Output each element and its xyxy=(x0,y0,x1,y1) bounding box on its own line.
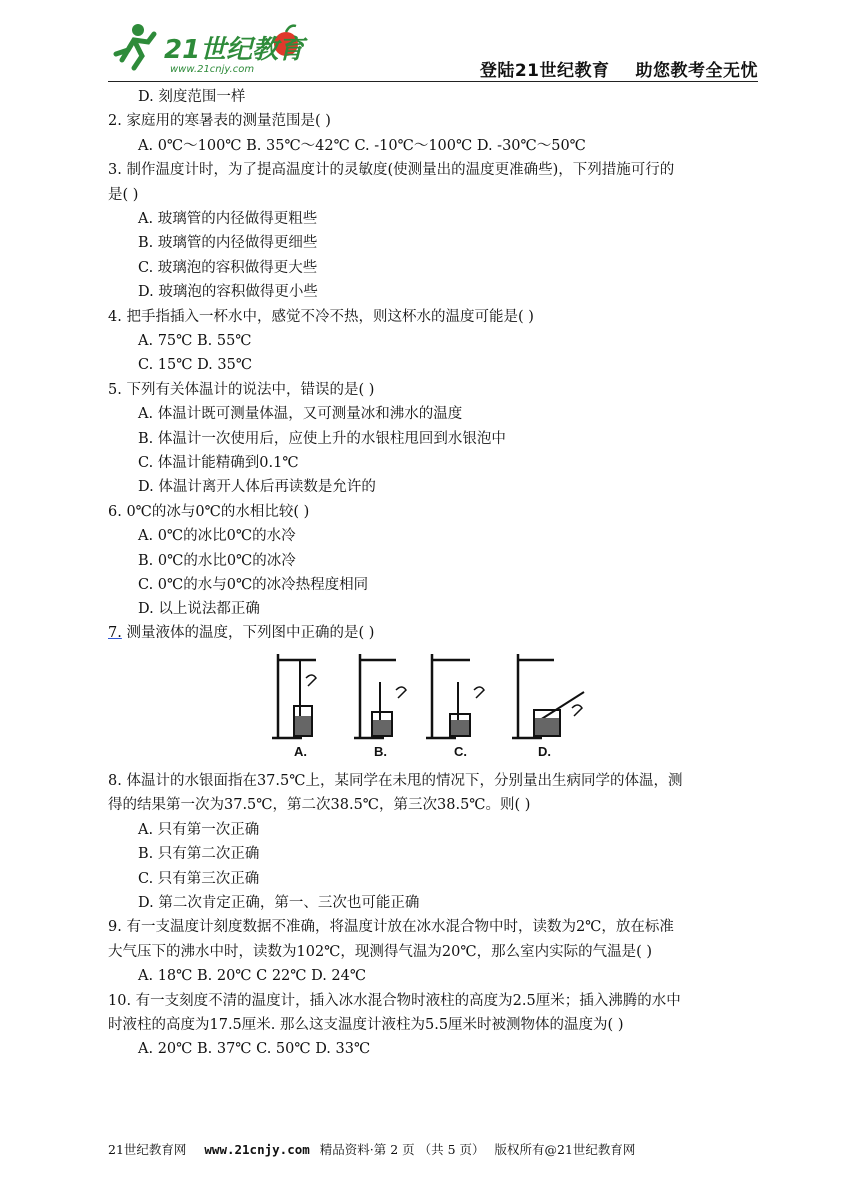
answer-option: A. 只有第一次正确 xyxy=(138,821,260,838)
answer-option: A. 18℃ B. 20℃ C 22℃ D. 24℃ xyxy=(138,968,367,985)
answer-option: A. 20℃ B. 37℃ C. 50℃ D. 33℃ xyxy=(138,1041,371,1058)
answer-option: D. 体温计离开人体后再读数是允许的 xyxy=(138,479,376,496)
header-slogan xyxy=(480,56,758,81)
thermometer-figure xyxy=(272,650,602,762)
answer-option: C. 体温计能精确到0.1℃ xyxy=(138,455,299,471)
figure-label-d: D. xyxy=(538,744,551,759)
question-text: 3. 制作温度计时，为了提高温度计的灵敏度(使测量出的温度更准确些)，下列措施可行的 xyxy=(108,162,675,179)
answer-option: C. 只有第三次正确 xyxy=(138,870,260,887)
question-text: 是( ) xyxy=(108,186,139,203)
question-text: 时液柱的高度为17.5厘米. 那么这支温度计液柱为5.5厘米时被测物体的温度为( ) xyxy=(108,1017,624,1033)
question-text: 4. 把手指插入一杯水中，感觉不冷不热，则这杯水的温度可能是( ) xyxy=(108,308,534,325)
question-text: 得的结果第一次为37.5℃，第二次38.5℃，第三次38.5℃。则( ) xyxy=(108,797,531,814)
footer-page-info: 精品资料·第 2 页 （共 5 页） xyxy=(319,1142,485,1157)
answer-option: A. 75℃ B. 55℃ xyxy=(138,333,252,349)
answer-option: A. 0℃的冰比0℃的水冷 xyxy=(138,528,296,545)
question-text: 5. 下列有关体温计的说法中，错误的是( ) xyxy=(108,381,375,398)
header-divider xyxy=(108,81,758,82)
answer-option: D. 刻度范围一样 xyxy=(138,89,246,105)
question-7-number: 7. xyxy=(108,625,122,641)
footer-site-link[interactable]: www.21cnjy.com xyxy=(204,1142,310,1157)
question-7 xyxy=(108,623,374,643)
question-text: 10. 有一支刻度不清的温度计，插入冰水混合物时液柱的高度为2.5厘米；插入沸腾的水中 xyxy=(108,992,681,1009)
question-text: 8. 体温计的水银面指在37.5℃上，某同学在未甩的情况下，分别量出生病同学的体温，测 xyxy=(108,773,683,789)
logo-url: www.21cnjy.com xyxy=(170,64,255,75)
question-text: 2. 家庭用的寒暑表的测量范围是( ) xyxy=(108,113,331,130)
answer-option: B. 0℃的水比0℃的冰冷 xyxy=(138,552,296,569)
slogan-left: 登陆21世纪教育 xyxy=(479,61,610,81)
slogan-right: 助您教考全无忧 xyxy=(635,61,758,81)
answer-option: D. 第二次肯定正确，第一、三次也可能正确 xyxy=(138,895,420,911)
page-header xyxy=(108,20,758,84)
answer-option: A. 玻璃管的内径做得更粗些 xyxy=(138,211,318,227)
answer-option: C. 玻璃泡的容积做得更大些 xyxy=(138,259,318,276)
answer-option: A. 体温计既可测量体温，又可测量冰和沸水的温度 xyxy=(138,406,463,423)
page-footer xyxy=(108,1140,758,1158)
answer-option: B. 玻璃管的内径做得更细些 xyxy=(138,235,318,252)
question-text: 9. 有一支温度计刻度数据不准确，将温度计放在冰水混合物中时，读数为2℃，放在标准 xyxy=(108,919,674,936)
question-text: 6. 0℃的冰与0℃的水相比较( ) xyxy=(108,503,310,520)
question-text: 大气压下的沸水中时，读数为102℃，现测得气温为20℃，那么室内实际的气温是( ) xyxy=(108,943,652,960)
logo-text: 21世纪教育 xyxy=(164,35,305,65)
answer-option: C. 15℃ D. 35℃ xyxy=(138,357,253,374)
question-7-text: 测量液体的温度，下列图中正确的是( ) xyxy=(121,625,375,641)
answer-option: D. 玻璃泡的容积做得更小些 xyxy=(138,284,318,301)
answer-option: B. 只有第二次正确 xyxy=(138,846,260,863)
figure-label-c: C. xyxy=(454,744,467,759)
logo-21cnjy-icon xyxy=(108,20,308,80)
figure-label-a: A. xyxy=(294,744,307,759)
answer-option: C. 0℃的水与0℃的冰冷热程度相同 xyxy=(138,577,369,593)
footer-left: 21世纪教育网 xyxy=(108,1142,187,1157)
footer-copyright: 版权所有@21世纪教育网 xyxy=(494,1142,636,1157)
answer-option: D. 以上说法都正确 xyxy=(138,601,260,618)
figure-label-b: B. xyxy=(374,744,387,759)
answer-option: A. 0℃～100℃ B. 35℃～42℃ C. -10℃～100℃ D. -30℃～50℃ xyxy=(138,137,586,154)
answer-option: B. 体温计一次使用后，应使上升的水银柱甩回到水银泡中 xyxy=(138,430,506,447)
